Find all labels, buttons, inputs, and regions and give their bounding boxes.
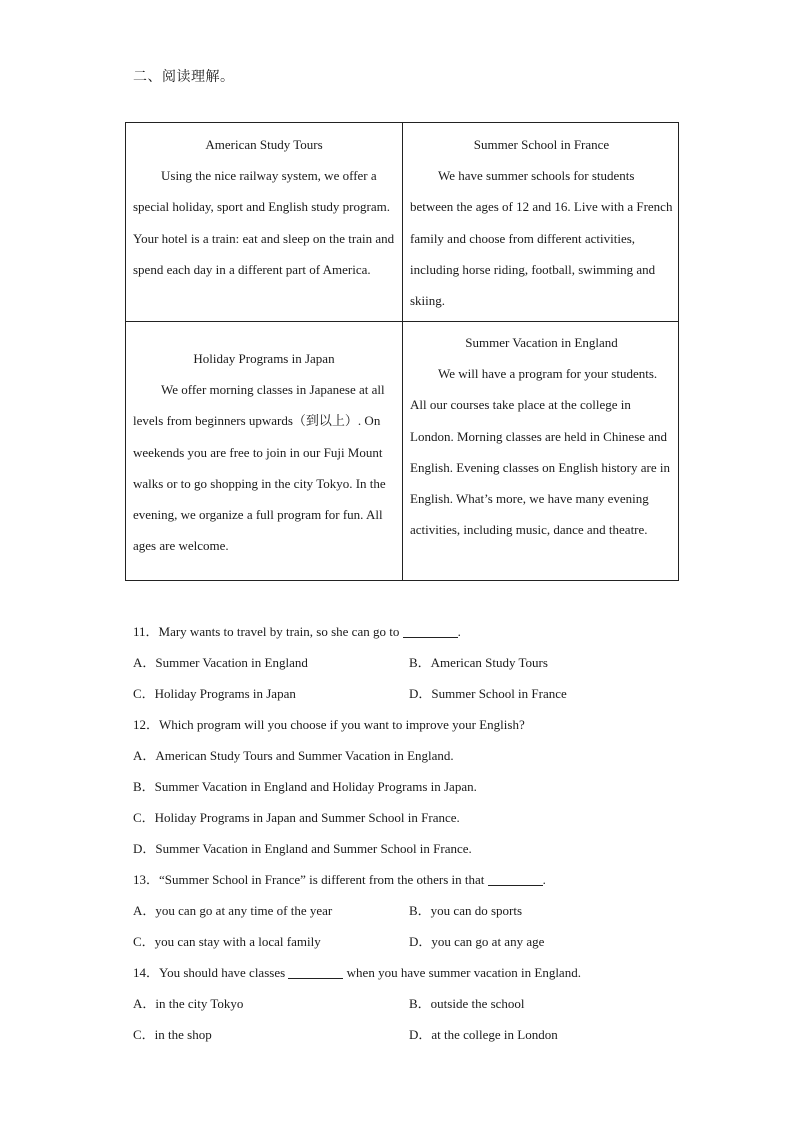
question-13-stem [133, 864, 693, 895]
passage-title: Holiday Programs in Japan [193, 351, 335, 366]
question-14-options-row-2 [133, 1019, 693, 1050]
question-list [133, 616, 693, 1050]
option-d[interactable]: D．Summer School in France [409, 686, 567, 701]
question-text-end: . [542, 872, 546, 887]
option-b[interactable]: B．outside the school [409, 996, 525, 1011]
option-b[interactable]: B．you can do sports [409, 903, 523, 918]
answer-blank [488, 871, 543, 886]
passage-holiday-programs-japan [126, 343, 402, 561]
question-text: 14．You should have classes [133, 965, 289, 980]
option-a[interactable]: A．in the city Tokyo [133, 996, 244, 1011]
option-b[interactable]: B．Summer Vacation in England and Holiday Programs in Japan. [133, 779, 477, 794]
table-divider-horizontal [126, 321, 678, 322]
question-text: 11．Mary wants to travel by train, so she can go to [133, 624, 403, 639]
question-11-options-row-2 [133, 678, 693, 709]
option-c[interactable]: C．Holiday Programs in Japan [133, 686, 296, 701]
passage-body: Using the nice railway system, we offer a special holiday, sport and English study program. Your hotel is a train: eat and sleep on the train and spend each day in a different part of America. [133, 168, 395, 277]
answer-blank [403, 623, 458, 638]
question-11-stem [133, 616, 693, 647]
option-b[interactable]: B．American Study Tours [409, 655, 548, 670]
option-a[interactable]: A．Summer Vacation in England [133, 655, 308, 670]
option-d[interactable]: D．at the college in London [409, 1027, 558, 1042]
passage-body: We will have a program for your students. All our courses take place at the college in London. Morning classes are held in Chinese and English. Evening classes on English history are in English. What’s more, we have many evening activities, including music, dance and theatre. [410, 366, 670, 538]
option-c[interactable]: C．in the shop [133, 1027, 212, 1042]
option-a[interactable]: A．you can go at any time of the year [133, 903, 333, 918]
question-11-options-row-1 [133, 647, 693, 678]
passage-title: Summer School in France [473, 137, 610, 152]
question-13-options-row-1 [133, 895, 693, 926]
passage-table [125, 122, 679, 581]
question-12-stem: 12．Which program will you choose if you want to improve your English? [133, 717, 525, 732]
passage-summer-school-france [403, 129, 680, 316]
passage-american-study-tours [126, 129, 402, 285]
question-text-end: when you have summer vacation in England. [343, 965, 581, 980]
passage-title: Summer Vacation in England [465, 335, 618, 350]
passage-body: We have summer schools for students between the ages of 12 and 16. Live with a French family and choose from different activities, including horse riding, football, swimming and skiing. [410, 168, 673, 309]
passage-body: We offer morning classes in Japanese at all levels from beginners upwards（到以上）. On weekends you are free to join in our Fuji Mount walks or to go shopping in the city Tokyo. In the evening, we organize a full program for fun. All ages are welcome. [133, 382, 386, 554]
option-c[interactable]: C．Holiday Programs in Japan and Summer School in France. [133, 810, 460, 825]
question-text: 13．“Summer School in France” is different from the others in that [133, 872, 488, 887]
question-13-options-row-2 [133, 926, 693, 957]
passage-title: American Study Tours [205, 137, 323, 152]
passage-summer-vacation-england [403, 327, 680, 545]
answer-blank [288, 964, 343, 979]
option-a[interactable]: A．American Study Tours and Summer Vacation in England. [133, 748, 454, 763]
question-14-stem [133, 957, 693, 988]
option-c[interactable]: C．you can stay with a local family [133, 934, 321, 949]
option-d[interactable]: D．Summer Vacation in England and Summer School in France. [133, 841, 472, 856]
option-d[interactable]: D．you can go at any age [409, 934, 545, 949]
question-text-end: . [457, 624, 461, 639]
question-14-options-row-1 [133, 988, 693, 1019]
section-title: 二、阅读理解。 [133, 70, 235, 85]
